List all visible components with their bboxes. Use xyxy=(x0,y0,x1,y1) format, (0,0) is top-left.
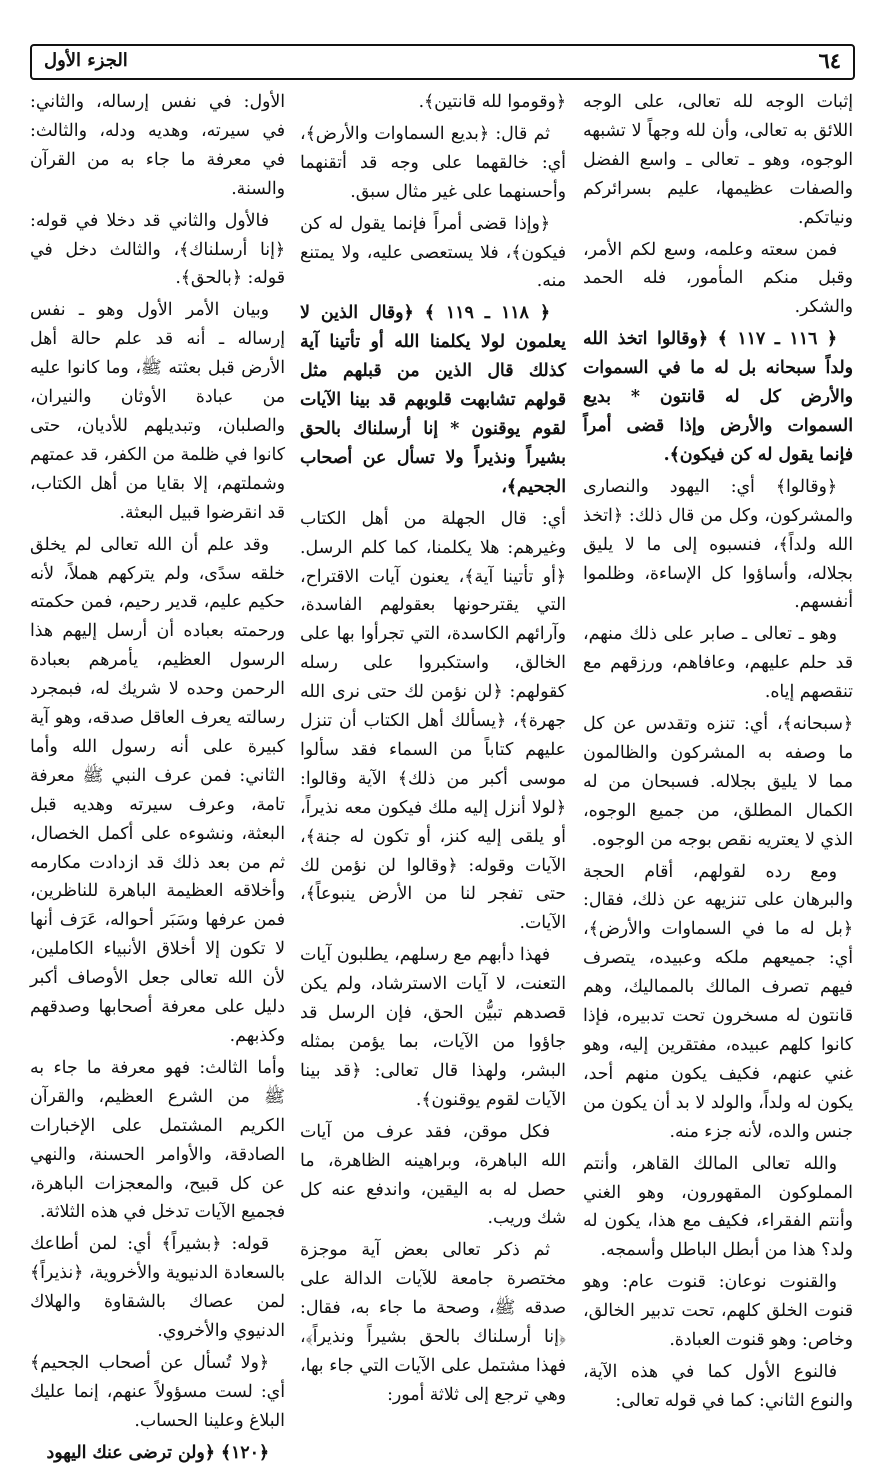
paragraph: ﴿وقالوا﴾ أي: اليهود والنصارى والمشركون، وكل من قال ذلك: ﴿اتخذ الله ولداً﴾، فنسبوه إلى ما لا يليق بجلاله، وأساؤوا كل الإساءة، وظلموا أنفسهم. xyxy=(583,476,853,613)
paragraph: ﴿١٢٠﴾ ﴿ولن ترضى عنك اليهود xyxy=(46,1442,269,1463)
running-title: الجزء الأول xyxy=(44,50,128,71)
paragraph: إثبات الوجه لله تعالى، على الوجه اللائق به تعالى، وأن لله وجهاً لا تشبهه الوجوه، وهو ـ تعالى ـ واسع الفضل والصفات عظيمها، عليم بسرائركم ونياتكم. xyxy=(583,92,853,228)
page-header xyxy=(30,44,855,80)
paragraph: وقد علم أن الله تعالى لم يخلق خلقه سدًى، ولم يتركهم هملاً، لأنه حكيم عليم، قدير رحيم، فمن حكمته ورحمته بعباده أن أرسل إليهم هذا الرسول العظيم، يأمرهم بعبادة الرحمن وحده لا شريك له، فبمجرد رسالته يعرف العاقل صدقه، وهو آية كبيرة على أنه رسول الله وأما الثاني: فمن عرف النبي ﷺ معرفة تامة، وعرف سيرته وهديه قبل البعثة، ونشوءه على أكمل الخصال، ثم من بعد ذلك قد ازدادت مكارمه وأخلاقه العظيمة الباهرة للناظرين، فمن عرفها وسَبَر أحواله، عَرَف أنها لا تكون إلا أخلاق الأنبياء الكاملين، لأن الله تعالى جعل الأوصاف أكبر دليل على معرفة أصحابها وصدقهم وكذبهم. xyxy=(30,534,285,1046)
paragraph: وأما الثالث: فهو معرفة ما جاء به ﷺ من الشرع العظيم، والقرآن الكريم المشتمل على الإخبارات الصادقة، والأوامر الحسنة، والنهي عن كل قبيح، والمعجزات الباهرة، فجميع الآيات تدخل في هذه الثلاثة. xyxy=(30,1057,285,1223)
paragraph: ﴿وإذا قضى أمراً فإنما يقول له كن فيكون﴾، فلا يستعصى عليه، ولا يمتنع منه. xyxy=(300,213,566,292)
paragraph: فالنوع الأول كما في هذه الآية، والنوع الثاني: كما في قوله تعالى: xyxy=(583,1361,853,1411)
paragraph: ثم قال: ﴿بديع السماوات والأرض﴾، أي: خالقهما على وجه قد أتقنهما وأحسنهما على غير مثال سبق. xyxy=(300,123,566,202)
paragraph: قوله: ﴿بشيراً﴾ أي: لمن أطاعك بالسعادة الدنيوية والأخروية، ﴿نذيراً﴾ لمن عصاك بالشقاوة والهلاك الدنيوي والأخروي. xyxy=(30,1234,285,1342)
paragraph: أي: قال الجهلة من أهل الكتاب وغيرهم: هلا يكلمنا، كما كلم الرسل. ﴿أو تأتينا آية﴾، يعنون آيات الاقتراح، التي يقترحونها بعقولهم الفاسدة، وآرائهم الكاسدة، التي تجرأوا بها على الخالق، واستكبروا على رسله كقولهم: ﴿لن نؤمن لك حتى نرى الله جهرة﴾، ﴿يسألك أهل الكتاب أن تنزل عليهم كتاباً من السماء فقد سألوا موسى أكبر من ذلك﴾ الآية وقالوا: ﴿لولا أنزل إليه ملك فيكون معه نذيراً، أو يلقى إليه كنز، أو تكون له جنة﴾، الآيات وقوله: ﴿وقالوا لن نؤمن لك حتى تفجر لنا من الأرض ينبوعاً﴾، الآيات. xyxy=(300,508,566,934)
page-number: ٦٤ xyxy=(818,48,841,73)
paragraph: وبيان الأمر الأول وهو ـ نفس إرساله ـ أنه قد علم حالة أهل الأرض قبل بعثته ﷺ، وما كانوا عليه من عبادة الأوثان والنيران، والصلبان، وتبديلهم للأديان، حتى كانوا في ظلمة من الكفر، قد عمتهم وشملتهم، إلا بقايا من أهل الكتاب، قد انقرضوا قبيل البعثة. xyxy=(30,300,285,523)
paragraph: فكل موقن، فقد عرف من آيات الله الباهرة، وبراهينه الظاهرة، ما حصل له به اليقين، واندفع عنه كل شك وريب. xyxy=(300,1121,566,1229)
paragraph: والله تعالى المالك القاهر، وأنتم المملوكون المقهورون، وهو الغني وأنتم الفقراء، فكيف مع هذا، يكون له ولد؟ هذا من أبطل الباطل وأسمجه. xyxy=(583,1153,853,1261)
paragraph: ﴿ولا تُسأل عن أصحاب الجحيم﴾ أي: لست مسؤولاً عنهم، إنما عليك البلاغ وعلينا الحساب. xyxy=(30,1352,285,1431)
paragraph: فهذا دأبهم مع رسلهم، يطلبون آيات التعنت، لا آيات الاسترشاد، ولم يكن قصدهم تبيُّن الحق، فإن الرسل قد جاؤوا من الآيات، بما يؤمن بمثله البشر، ولهذا قال تعالى: ﴿قد بينا الآيات لقوم يوقنون﴾. xyxy=(300,945,566,1110)
paragraph: الأول: في نفس إرساله، والثاني: في سيرته، وهديه ودله، والثالث: في معرفة ما جاء به من القرآن والسنة. xyxy=(30,92,285,199)
paragraph: ﴿وقوموا لله قانتين﴾. xyxy=(418,92,566,112)
paragraph: ﴿ ١١٨ ـ ١١٩ ﴾ ﴿وقال الذين لا يعلمون لولا يكلمنا الله أو تأتينا آية كذلك قال الذين من قبلهم مثل قولهم تشابهت قلوبهم قد بينا الآيات لقوم يوقنون * إنا أرسلناك بالحق بشيراً ونذيراً ولا تسأل عن أصحاب الجحيم﴾، xyxy=(300,303,566,497)
text-column-right xyxy=(583,88,853,1411)
paragraph: فالأول والثاني قد دخلا في قوله: ﴿إنا أرسلناك﴾، والثالث دخل في قوله: ﴿بالحق﴾. xyxy=(30,210,285,289)
text-column-left xyxy=(30,88,285,1463)
paragraph: فمن سعته وعلمه، وسع لكم الأمر، وقبل منكم المأمور، فله الحمد والشكر. xyxy=(583,239,853,318)
text-column-middle xyxy=(300,88,566,1405)
paragraph: والقنوت نوعان: قنوت عام: وهو قنوت الخلق كلهم، تحت تدبير الخالق، وخاص: وهو قنوت العبادة. xyxy=(583,1272,853,1351)
paragraph: ومع رده لقولهم، أقام الحجة والبرهان على تنزيهه عن ذلك، فقال: ﴿بل له ما في السماوات والأرض﴾، أي: جميعهم ملكه وعبيده، يتصرف فيهم تصرف المالك بالمماليك، وهم قانتون له مسخرون تحت تدبيره، فإذا كانوا كلهم عبيده، مفتقرين إليه، وهو غني عنهم، فكيف يكون منهم أحد، يكون له ولداً، والولد لا بد أن يكون من جنس والده، لأنه جزء منه. xyxy=(583,861,853,1142)
paragraph: ﴿ ١١٦ ـ ١١٧ ﴾ ﴿وقالوا اتخذ الله ولداً سبحانه بل له ما في السموات والأرض كل له قانتون * بديع السموات والأرض وإذا قضى أمراً فإنما يقول له كن فيكون﴾. xyxy=(583,329,853,465)
paragraph: ثم ذكر تعالى بعض آية موجزة مختصرة جامعة للآيات الدالة على صدقه ﷺ، وصحة ما جاء به، فقال: ﴿إنا أرسلناك بالحق بشيراً ونذيراً﴾، فهذا مشتمل على الآيات التي جاء بها، وهي ترجع إلى ثلاثة أمور: xyxy=(300,1240,566,1405)
paragraph: وهو ـ تعالى ـ صابر على ذلك منهم، قد حلم عليهم، وعافاهم، ورزقهم مع تنقصهم إياه. xyxy=(583,624,853,703)
paragraph: ﴿سبحانه﴾، أي: تنزه وتقدس عن كل ما وصفه به المشركون والظالمون مما لا يليق بجلاله. فسبحان من له الكمال المطلق، من جميع الوجوه، الذي لا يعتريه نقص بوجه من الوجوه. xyxy=(583,714,853,850)
